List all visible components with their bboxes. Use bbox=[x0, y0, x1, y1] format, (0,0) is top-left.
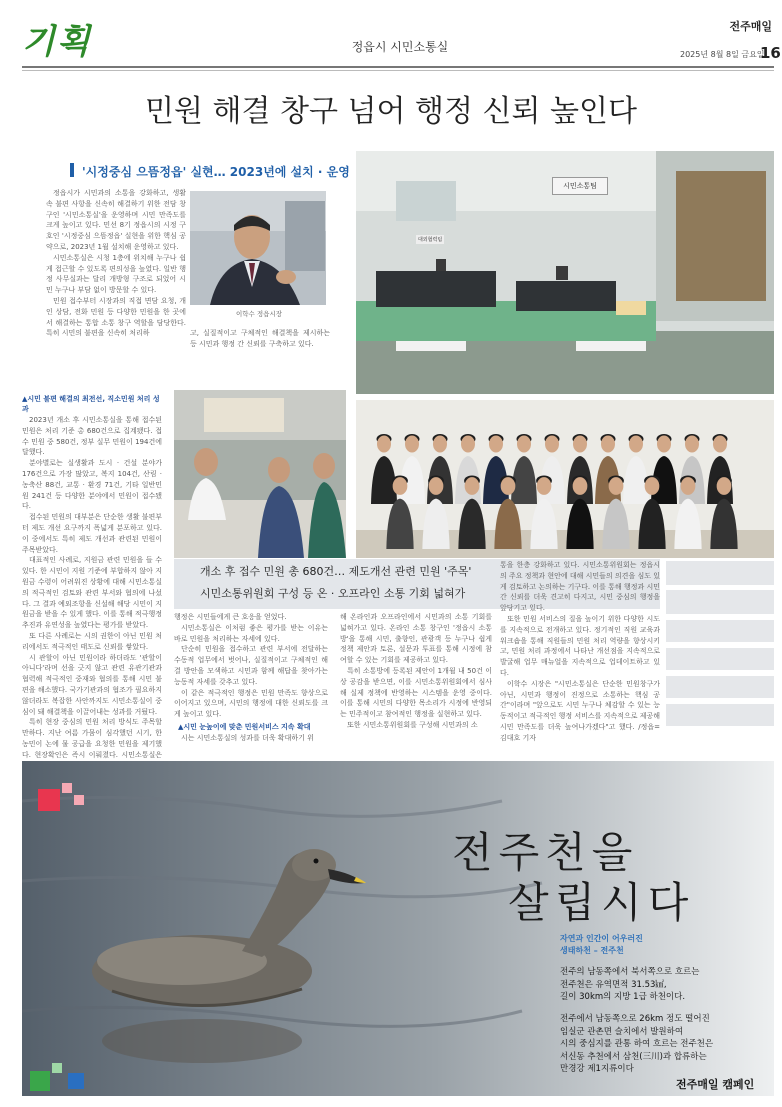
article-col1 bbox=[46, 188, 186, 339]
decor-square bbox=[52, 1063, 62, 1073]
paragraph: 또한 민원 서비스의 질을 높이기 위한 다양한 시도를 지속적으로 전개하고 있다. 정기적인 직원 교육과 워크숍을 통해 직원들의 민원 처리 역량을 향상시키고, 민원 처리 과정에서 나타난 개선점을 지속적으로 발굴해 업무 매뉴얼을 지속적으로 업데이트하고 있다. bbox=[500, 614, 660, 677]
campaign-line: 임실군 관촌면 슬치에서 발원하여 bbox=[560, 1026, 684, 1037]
article-subhead: '시정중심 으뜸정읍' 실현… 2023년에 설치 · 운영 bbox=[82, 165, 350, 179]
subhead-marker bbox=[70, 163, 74, 177]
paragraph: 정읍시가 시민과의 소통을 강화하고, 생활 속 불편 사항을 신속히 해결하기 위한 전담 창구인 '시민소통실'을 운영하며 시민 만족도를 크게 높이고 있다. 민선 8기 정읍시의 시정 구호인 '시정중심 으뜸정읍' 실현을 위한 핵심 공약으로, 2023년 1월 설치해 운영하고 있다. bbox=[46, 189, 186, 251]
article-col-c bbox=[340, 612, 492, 731]
paragraph: 단순히 민원을 접수하고 관련 부서에 전달하는 수동적 업무에서 벗어나, 실질적이고 구체적인 해결 방안을 모색하고 시민과 함께 해답을 찾아가는 능동적 자세를 갖추고 있다. bbox=[174, 645, 328, 686]
campaign-title-line1: 전주천을 bbox=[452, 828, 639, 877]
paragraph: 2023년 개소 후 시민소통실을 통해 접수된 민원은 처리 기준 총 680건으로 집계됐다. 접수 민원 중 580건, 정부 실무 민원이 194건에 달했다. bbox=[22, 416, 162, 457]
paragraph: 시민소통실은 이처럼 좋은 평가를 받는 이유는 바로 민원을 처리하는 자세에 있다. bbox=[174, 623, 328, 643]
section-logo: 기획 bbox=[22, 22, 92, 62]
article-headline: 민원 해결 창구 넘어 행정 신뢰 높인다 bbox=[145, 94, 637, 129]
paragraph: 시 관할이 아닌 민원이라 하더라도 '관할이 아니다'라며 선을 긋지 않고 관련 유관기관과 협력해 적극적인 중재와 협의를 통해 시민 불편을 해소했다. 국가기관과의 협조가 필요하지 않더라도 복잡한 사안까지도 시민소통실이 중심이 돼 해결책을 이끌어내는 성과를 거뒀다. bbox=[22, 653, 162, 716]
campaign-paragraph-1 bbox=[560, 966, 699, 1004]
office-sign: 시민소통팀 bbox=[552, 177, 608, 195]
side-panel bbox=[666, 648, 774, 670]
paragraph: 또한 시민소통위원회를 구성해 시민과의 소 bbox=[347, 720, 478, 729]
paragraph: 시는 시민소통실의 성과를 더욱 확대하기 위 bbox=[181, 734, 314, 742]
mayor-photo-caption: 이학수 정읍시장 bbox=[236, 310, 283, 318]
paragraph: 접수된 민원의 대부분은 단순한 생활 불편부터 제도 개선 요구까지 폭넓게 분포하고 있다. 이 중에서도 특히 제도 개선과 관련된 민원이 주목받았다. bbox=[22, 513, 162, 554]
paragraph: 고, 실질적이고 구체적인 해결책을 제시하는 등 시민과 행정 간 신뢰를 구축하고 있다. bbox=[190, 329, 330, 348]
side-panel bbox=[666, 561, 774, 585]
article-col2-tail bbox=[190, 328, 330, 350]
section-subheading: ▲시민 불편 해결의 최전선, 직소민원 처리 성과 bbox=[22, 395, 160, 413]
campaign-brand: 전주매일 캠페인 bbox=[676, 1078, 755, 1091]
article-col-d bbox=[500, 560, 660, 744]
article-col-a bbox=[22, 415, 162, 793]
header-divider bbox=[22, 66, 774, 68]
decor-square bbox=[68, 1073, 84, 1089]
side-panel bbox=[666, 620, 774, 642]
paragraph: 이학수 시장은 "시민소통실은 단순한 민원창구가 아닌, 시민과 행정이 진정으로 소통하는 핵심 공간"이라며 "앞으로도 시민 누구나 체감할 수 있는 능동적이고 적극적인 행정 서비스를 지속적으로 제공해 시민 만족도를 더욱 높여나가겠다"고 했다. /정읍=김대호 기자 bbox=[500, 679, 660, 742]
decor-square bbox=[62, 783, 72, 793]
paragraph: 특히 소통방에 등록된 제안이 1개월 내 50건 이상 공감을 받으면, 이를 시민소통위원회에서 심사해 실제 정책에 반영하는 시스템을 운영 중이다. 이를 통해 시민의 다양한 목소리가 시정에 반영되는 민주적이고 참여적인 행정을 실현하고 있다. bbox=[340, 666, 492, 719]
campaign-line: 서신동 추천에서 삼천(三川)과 합류하는 bbox=[560, 1051, 707, 1062]
article-col-b-tail bbox=[174, 733, 328, 744]
campaign-line: 전주의 남동쪽에서 북서쪽으로 흐르는 bbox=[560, 967, 700, 977]
page-number: 16 bbox=[760, 44, 781, 62]
side-panel bbox=[666, 590, 774, 614]
box-headline-1: 개소 후 접수 민원 총 680건… 제도개선 관련 민원 '주목' bbox=[200, 565, 472, 578]
paragraph: 통을 한층 강화하고 있다. 시민소통위원회는 정읍시의 주요 정책과 현안에 대해 시민들의 의견을 심도 있게 검토하고 논의하는 기구다. 이를 통해 행정과 시민 간 신뢰를 더욱 견고히 다지고, 시민 중심의 행정을 앞당기고 있다. bbox=[500, 561, 660, 613]
mayor-photo bbox=[190, 191, 326, 305]
campaign-line: 길이 30km의 지방 1급 하천이다. bbox=[560, 992, 686, 1002]
paragraph: 시민소통실은 시청 1층에 위치해 누구나 쉽게 접근할 수 있도록 편의성을 높였다. 일반 행정 사무실과는 달리 개방형 구조로 되었어 시민 누구나 부담 없이 방문할 수 있다. bbox=[46, 253, 186, 295]
campaign-title-line2: 살립시다 bbox=[508, 878, 695, 927]
paragraph: 분야별로는 실생활과 도시 · 건설 분야가 176건으로 가장 많았고, 복지 104건, 산림 · 농축산 88건, 교통 · 환경 71건, 기타 일반민원 241건 등 다양한 분야에서 민원이 접수됐다. bbox=[22, 459, 162, 511]
campaign-tagline-1: 자연과 인간이 어우러진 bbox=[560, 934, 643, 943]
header-divider-thin bbox=[22, 70, 774, 71]
decor-square bbox=[30, 1071, 50, 1091]
paragraph: 특히 현장 중심의 민원 처리 방식도 주목할 만하다. 지난 여름 가뭄이 심각했던 시기, 한 농민이 논에 물 공급을 요청한 민원을 제기했다. 현장확인은 즉시 이뤄졌다. 시민소통실은 bbox=[22, 718, 162, 759]
article-col-b bbox=[174, 612, 328, 720]
paragraph: 해 온라인과 오프라인에서 시민과의 소통 기회를 넓혀가고 있다. 온라인 소통 창구인 '정읍시 소통방'을 통해 시민, 출향인, 관광객 등 누구나 쉽게 정책 제안과 토론, 설문과 투표를 통해 시정에 참여할 수 있는 기회를 제공하고 있다. bbox=[340, 613, 492, 665]
consultation-photo bbox=[174, 390, 346, 558]
campaign-line: 만경강 제1지류이다 bbox=[560, 1064, 634, 1074]
campaign-line: 전주에서 남동쪽으로 26km 정도 떨어진 bbox=[560, 1014, 710, 1024]
paragraph: 또 다른 사례로는 시의 권한이 아닌 민원 처리에서도 적극적인 태도로 신뢰를 쌓았다. bbox=[22, 631, 162, 651]
paragraph: 민원 접수부터 시장과의 직접 면담 요청, 개인 상담, 전화 민원 등 다양한 민원을 한 곳에서 해결하는 통합 소통 창구 역할을 담당한다. 특히 시민의 불편을 신속히 처리하 bbox=[46, 296, 186, 338]
newspaper-name: 전주매일 bbox=[729, 20, 772, 33]
issue-date: 2025년 8월 8일 금요일 bbox=[680, 50, 765, 59]
box-headline-2: 시민소통위원회 구성 등 온 · 오프라인 소통 기회 넓혀가 bbox=[200, 587, 466, 600]
campaign-paragraph-2 bbox=[560, 1013, 713, 1076]
campaign-tagline-2: 생태하천 – 전주천 bbox=[560, 946, 624, 955]
paragraph: 행정은 시민들에게 큰 호응을 얻었다. bbox=[174, 613, 287, 621]
paragraph: 대표적인 사례로, 지원금 관련 민원을 들 수 있다. 한 시민이 지원 기준에 부합하지 않아 지원금 수령이 어려워진 상황에 대해 시민소통실의 적극적인 검토와 관련 부서와 협의에 나섰다. 그 결과 예외조항을 신설해 해당 시민이 지원금을 받을 수 있게 했다. 이를 통해 적극행정 추진과 유연성을 높였다는 평가를 받았다. bbox=[22, 556, 162, 630]
decor-square bbox=[38, 789, 60, 811]
side-panel bbox=[666, 704, 774, 726]
decor-square bbox=[74, 795, 84, 805]
paragraph: 이 같은 적극적인 행정은 민원 만족도 향상으로 이어지고 있으며, 시민의 행정에 대한 신뢰도를 크게 높이고 있다. bbox=[174, 688, 328, 719]
section-subheading: ▲시민 눈높이에 맞춘 민원서비스 지속 확대 bbox=[178, 723, 311, 731]
office-sign-secondary: 대외협력팀 bbox=[418, 237, 443, 243]
campaign-line: 시의 중심지를 관통 하여 흐르는 전주천은 bbox=[560, 1039, 714, 1049]
side-panel bbox=[666, 676, 774, 698]
campaign-line: 전주천은 유역면적 31.53㎢, bbox=[560, 979, 667, 990]
committee-group-photo bbox=[356, 400, 774, 558]
section-title: 정읍시 시민소통실 bbox=[351, 40, 449, 54]
office-photo bbox=[356, 151, 774, 394]
